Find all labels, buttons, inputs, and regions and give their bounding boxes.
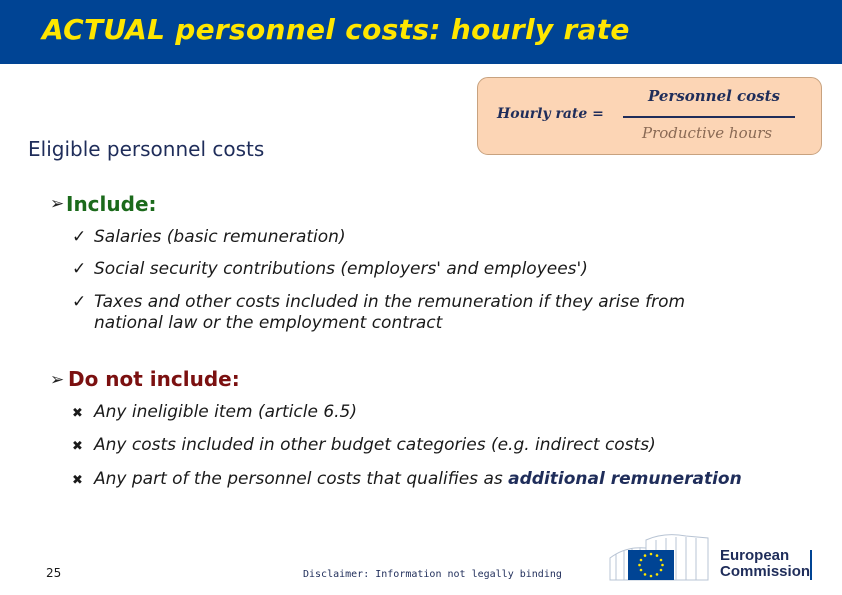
- formula-denominator: Productive hours: [642, 124, 773, 142]
- formula-numerator: Personnel costs: [648, 87, 781, 105]
- disclaimer: Disclaimer: Information not legally binding: [303, 569, 562, 580]
- exclude-heading: Do not include:: [68, 367, 240, 391]
- fraction-line: [623, 116, 795, 118]
- exclude-item: ✖ Any part of the personnel costs that qualifies as additional remuneration: [72, 469, 742, 489]
- emphasis-text: additional remuneration: [508, 469, 742, 489]
- check-icon: ✓: [72, 259, 87, 279]
- european-commission-logo: [606, 528, 818, 586]
- arrow-bullet-icon: ➢: [50, 194, 65, 214]
- page-number: 25: [46, 566, 62, 580]
- arrow-bullet-icon: ➢: [50, 370, 65, 390]
- formula-lhs: Hourly rate =: [497, 106, 604, 122]
- slide-title: ACTUAL personnel costs: hourly rate: [42, 13, 630, 46]
- include-heading: Include:: [66, 192, 157, 216]
- section-subtitle: Eligible personnel costs: [28, 137, 265, 161]
- include-item: ✓ Social security contributions (employers' and employees'): [72, 259, 588, 279]
- exclude-item: ✖ Any costs included in other budget categories (e.g. indirect costs): [72, 435, 656, 455]
- include-item-continuation: national law or the employment contract: [94, 313, 443, 333]
- check-icon: ✓: [72, 292, 87, 312]
- include-item: ✓ Taxes and other costs included in the remuneration if they arise from: [72, 292, 686, 312]
- exclude-item: ✖ Any ineligible item (article 6.5): [72, 402, 358, 422]
- header-bar: [0, 0, 842, 64]
- cross-icon: ✖: [72, 439, 83, 454]
- cross-icon: ✖: [72, 473, 83, 488]
- logo-text: European Commission: [720, 547, 811, 580]
- include-item: ✓ Salaries (basic remuneration): [72, 227, 346, 247]
- cross-icon: ✖: [72, 406, 83, 421]
- formula-box: [477, 77, 822, 155]
- check-icon: ✓: [72, 227, 87, 247]
